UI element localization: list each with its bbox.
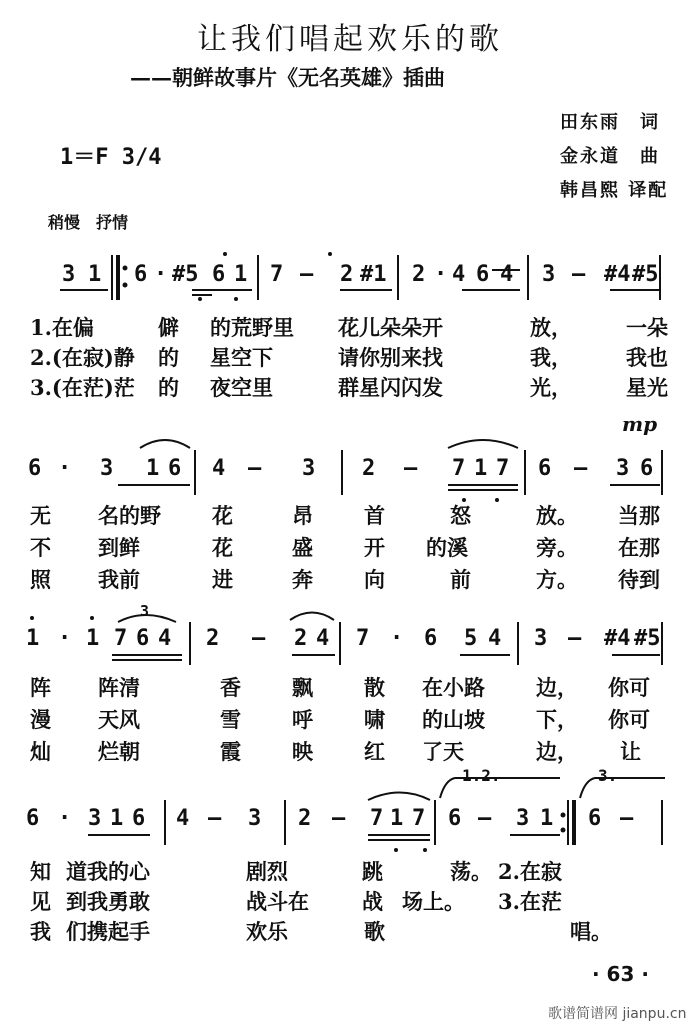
note: 6	[168, 456, 182, 481]
lyric-syllable: 请你别来找	[338, 345, 443, 370]
note: —	[332, 806, 346, 831]
note: ·	[58, 626, 72, 651]
lyric-syllable: 你可	[608, 707, 650, 732]
lyric-syllable: 灿	[30, 739, 51, 764]
lyric-verse-2	[30, 886, 670, 916]
lyric-verse-1	[30, 500, 670, 530]
lyric-syllable: 欢乐	[246, 919, 288, 944]
lyric-syllable: 的山坡	[422, 707, 485, 732]
note: 6	[136, 626, 150, 651]
lyric-verse-1	[30, 312, 670, 342]
lyric-syllable: 知	[30, 859, 51, 884]
note: —	[208, 806, 222, 831]
note: #5	[634, 626, 661, 651]
note: 3	[516, 806, 530, 831]
note: 2	[298, 806, 312, 831]
note: 6	[424, 626, 438, 651]
lyric-syllable: 星光	[626, 375, 668, 400]
lyric-syllable: 唱。	[570, 919, 612, 944]
lyric-syllable: 照	[30, 567, 51, 592]
system-1-notes	[0, 262, 700, 292]
note: 7	[356, 626, 370, 651]
song-title: 让我们唱起欢乐的歌	[197, 22, 503, 57]
note: 6	[640, 456, 654, 481]
note: 3	[534, 626, 548, 651]
lyric-syllable: 我	[30, 919, 51, 944]
lyric-syllable: 你可	[608, 675, 650, 700]
lyric-syllable: 2.(在寂)静	[30, 345, 135, 370]
note: —	[404, 456, 418, 481]
note: 6	[588, 806, 602, 831]
lyric-syllable: 场上。	[402, 889, 465, 914]
note: #1	[360, 262, 387, 287]
note: ·	[434, 262, 448, 287]
lyric-syllable: 啸	[364, 707, 385, 732]
system-2-notes	[0, 456, 700, 486]
lyric-syllable: 花儿朵朵开	[338, 315, 443, 340]
note: 3	[542, 262, 556, 287]
lyric-syllable: 星空下	[210, 345, 273, 370]
note: 2	[206, 626, 220, 651]
note: 6	[134, 262, 148, 287]
song-subtitle: ——朝鲜故事片《无名英雄》插曲	[130, 65, 445, 90]
note: —	[574, 456, 588, 481]
lyric-verse-2	[30, 704, 670, 734]
lyric-syllable: 在那	[618, 535, 660, 560]
note: 1	[88, 262, 102, 287]
lyric-syllable: 了天	[422, 739, 464, 764]
note: 3	[62, 262, 76, 287]
tuplet-mark: 3	[140, 602, 150, 620]
lyric-syllable: 开	[364, 535, 385, 560]
note: 7	[412, 806, 426, 831]
lyric-syllable: 见	[30, 889, 51, 914]
lyric-syllable: 3.(在茫)茫	[30, 375, 135, 400]
lyric-syllable: 边，	[536, 675, 578, 700]
lyric-syllable: 夜空里	[210, 375, 273, 400]
note: —	[572, 262, 586, 287]
lyric-syllable: 盛	[292, 535, 313, 560]
lyric-verse-3	[30, 372, 670, 402]
lyric-syllable: 的	[158, 345, 179, 370]
note: 6	[448, 806, 462, 831]
note: 7	[114, 626, 128, 651]
lyric-syllable: 怒	[450, 503, 471, 528]
lyric-syllable: 歌	[364, 919, 385, 944]
lyric-syllable: 到鲜	[98, 535, 140, 560]
lyric-syllable: 花	[212, 535, 233, 560]
note: 7	[496, 456, 510, 481]
note: 3	[100, 456, 114, 481]
note: ·	[58, 806, 72, 831]
lyric-syllable: 飘	[292, 675, 313, 700]
lyric-syllable: 漫	[30, 707, 51, 732]
lyric-syllable: 我也	[626, 345, 668, 370]
note: 7	[452, 456, 466, 481]
lyric-syllable: 无	[30, 503, 51, 528]
lyric-syllable: 方。	[536, 567, 578, 592]
note: 1	[540, 806, 554, 831]
lyric-syllable: 剧烈	[246, 859, 288, 884]
lyric-syllable: 道我的心	[66, 859, 150, 884]
note: 4	[212, 456, 226, 481]
note: 6	[132, 806, 146, 831]
lyric-syllable: 当那	[618, 503, 660, 528]
note: —	[620, 806, 634, 831]
note: 3	[616, 456, 630, 481]
note: ·	[58, 456, 72, 481]
note: 6	[476, 262, 490, 287]
lyric-verse-2	[30, 342, 670, 372]
note: 2	[340, 262, 354, 287]
lyric-syllable: 放。	[536, 503, 578, 528]
lyric-syllable: 阵清	[98, 675, 140, 700]
note: —	[252, 626, 266, 651]
lyric-verse-1	[30, 856, 670, 886]
lyric-syllable: 跳	[362, 859, 383, 884]
note: 6	[28, 456, 42, 481]
note: ·	[390, 626, 404, 651]
note: 4	[500, 262, 514, 287]
lyric-syllable: 1.在偏	[30, 315, 94, 340]
note: 2	[412, 262, 426, 287]
lyric-syllable: 不	[30, 535, 51, 560]
note: 4	[488, 626, 502, 651]
lyric-syllable: 光，	[530, 375, 572, 400]
lyric-syllable: 放，	[530, 315, 572, 340]
lyric-syllable: 我，	[530, 345, 572, 370]
lyric-verse-3	[30, 564, 670, 594]
composer-credit: 金永道 曲	[560, 146, 660, 167]
note: —	[568, 626, 582, 651]
system-3-notes	[0, 626, 700, 656]
lyricist-credit: 田东雨 词	[560, 112, 660, 133]
lyric-syllable: 3.在茫	[498, 889, 562, 914]
lyric-verse-2	[30, 532, 670, 562]
lyric-syllable: 红	[364, 739, 385, 764]
note: 1	[26, 626, 40, 651]
note: #5	[632, 262, 659, 287]
lyric-syllable: 荡。	[450, 859, 492, 884]
lyric-syllable: 呼	[292, 707, 313, 732]
lyric-verse-3	[30, 736, 670, 766]
lyric-syllable: 名的野	[98, 503, 161, 528]
note: 6	[538, 456, 552, 481]
lyric-syllable: 群星闪闪发	[338, 375, 443, 400]
lyric-verse-3	[30, 916, 670, 946]
lyric-syllable: 散	[364, 675, 385, 700]
lyric-syllable: 在小路	[422, 675, 485, 700]
note: 4	[452, 262, 466, 287]
lyric-syllable: 烂朝	[98, 739, 140, 764]
lyric-syllable: 们携起手	[66, 919, 150, 944]
note: 3	[302, 456, 316, 481]
note: #4	[604, 262, 631, 287]
note: —	[478, 806, 492, 831]
lyric-syllable: 向	[364, 567, 385, 592]
lyric-syllable: 我前	[98, 567, 140, 592]
note: 4	[158, 626, 172, 651]
note: 6	[212, 262, 226, 287]
lyric-syllable: 阵	[30, 675, 51, 700]
lyric-syllable: 一朵	[626, 315, 668, 340]
page-number: · 63 ·	[592, 962, 649, 986]
tempo-marking: 稍慢 抒情	[48, 213, 129, 232]
lyric-syllable: 香	[220, 675, 241, 700]
note: 4	[316, 626, 330, 651]
key-signature: 1＝F 3/4	[60, 145, 162, 170]
volta-1-2-label: 1.2.	[462, 766, 501, 785]
lyric-syllable: 首	[364, 503, 385, 528]
dynamic-mp: mp	[622, 412, 658, 436]
lyric-syllable: 边，	[536, 739, 578, 764]
lyric-syllable: 让	[620, 739, 641, 764]
note: 1	[474, 456, 488, 481]
lyric-verse-1	[30, 672, 670, 702]
note: 5	[464, 626, 478, 651]
lyric-syllable: 进	[212, 567, 233, 592]
lyric-syllable: 霞	[220, 739, 241, 764]
note: 2	[362, 456, 376, 481]
note: 3	[88, 806, 102, 831]
translator-credit: 韩昌熙 译配	[560, 180, 669, 201]
lyric-syllable: 旁。	[536, 535, 578, 560]
lyric-syllable: 的	[158, 375, 179, 400]
note: —	[248, 456, 262, 481]
lyric-syllable: 到我勇敢	[66, 889, 150, 914]
note: 3	[248, 806, 262, 831]
note: 7	[270, 262, 284, 287]
note: 1	[86, 626, 100, 651]
volta-3-label: 3.	[598, 766, 618, 785]
lyric-syllable: 奔	[292, 567, 313, 592]
lyric-syllable: 雪	[220, 707, 241, 732]
lyric-syllable: 僻	[158, 315, 179, 340]
note: 4	[176, 806, 190, 831]
system-4-notes	[0, 806, 700, 836]
note: #4	[604, 626, 631, 651]
lyric-syllable: 战斗在	[246, 889, 309, 914]
lyric-syllable: 下，	[536, 707, 578, 732]
lyric-syllable: 战	[362, 889, 383, 914]
note: #5	[172, 262, 199, 287]
lyric-syllable: 的溪	[426, 535, 468, 560]
note: 1	[390, 806, 404, 831]
lyric-syllable: 花	[212, 503, 233, 528]
lyric-syllable: 天风	[98, 707, 140, 732]
lyric-syllable: 的荒野里	[210, 315, 294, 340]
note: —	[300, 262, 314, 287]
note: 7	[370, 806, 384, 831]
lyric-syllable: 2.在寂	[498, 859, 562, 884]
lyric-syllable: 昂	[292, 503, 313, 528]
lyric-syllable: 映	[292, 739, 313, 764]
note: 6	[26, 806, 40, 831]
note: 1	[146, 456, 160, 481]
note: 2	[294, 626, 308, 651]
lyric-syllable: 前	[450, 567, 471, 592]
site-watermark: 歌谱简谱网 jianpu.cn	[548, 1006, 687, 1022]
note: ·	[154, 262, 168, 287]
lyric-syllable: 待到	[618, 567, 660, 592]
note: 1	[110, 806, 124, 831]
note: 1	[234, 262, 248, 287]
